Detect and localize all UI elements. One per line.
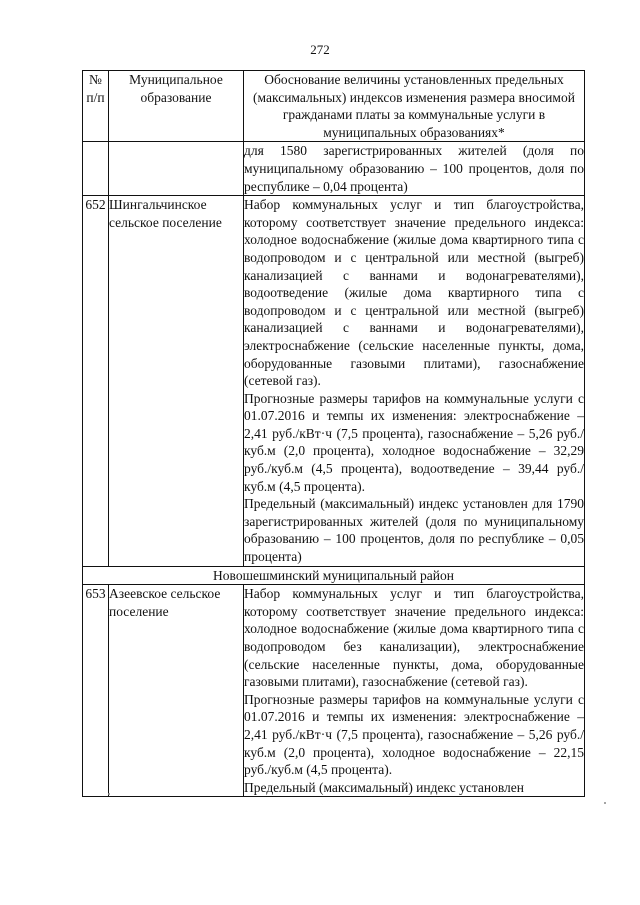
page-number: 272 — [310, 42, 330, 57]
justification-paragraph: Набор коммунальных услуг и тип благоустройства, которому соответствует значение предельного индекса: холодное водоснабжение (жилые дома квартирного типа с водопроводом и с центральной или местной (выгреб) канализацией с ваннами и водонагревателями), водоотведение (жилые дома квартирного типа с водопроводом и с центральной или местной (выгреб) канализацией с ваннами и водонагревателями), электроснабжение (сельские населенные пункты, дома, оборудованные газовыми плитами), газоснабжение (сетевой газ). — [244, 197, 584, 389]
continuation-paragraph: для 1580 зарегистрированных жителей (доля по муниципальному образованию – 100 процентов, доля по республике – 0,04 процента) — [244, 143, 584, 194]
continuation-municipality-cell — [109, 142, 244, 196]
row-justification — [244, 196, 585, 566]
row-number: 652 — [83, 196, 109, 566]
header-number: № п/п — [83, 71, 109, 142]
justification-paragraph: Набор коммунальных услуг и тип благоустройства, которому соответствует значение предельного индекса: холодное водоснабжение (жилые дома квартирного типа с водопроводом без канализации), электроснабжение (сельские населенные пункты, дома, оборудованные газовыми плитами), газоснабжение (сетевой газ). — [244, 586, 584, 690]
row-municipality: Азеевское сельское поселение — [109, 585, 244, 797]
district-heading: Новошешминский муниципальный район — [83, 566, 585, 585]
row-justification — [244, 585, 585, 797]
continuation-row — [83, 142, 585, 196]
row-municipality: Шингальчинское сельское поселение — [109, 196, 244, 566]
justification-paragraph: Прогнозные размеры тарифов на коммунальные услуги с 01.07.2016 и темпы их изменения: электроснабжение – 2,41 руб./кВт·ч (7,5 процента), газоснабжение – 5,26 руб./куб.м (2,0 процента), холодное водоснабжение – 22,15 руб./куб.м (4,5 процента). — [244, 691, 584, 778]
continuation-text — [244, 142, 585, 196]
header-justification: Обоснование величины установленных предельных (максимальных) индексов изменения размера вносимой гражданами платы за коммунальные услуги в муниципальных образованиях* — [244, 71, 585, 142]
row-number: 653 — [83, 585, 109, 797]
scan-speck — [604, 802, 606, 804]
table-row — [83, 196, 585, 566]
justification-paragraph: Предельный (максимальный) индекс установлен — [244, 779, 525, 795]
justification-paragraph: Предельный (максимальный) индекс установлен для 1790 зарегистрированных жителей (доля по муниципальному образованию – 100 процентов, доля по республике – 0,05 процента) — [244, 496, 584, 565]
table-header-row — [83, 71, 585, 142]
continuation-number-cell — [83, 142, 109, 196]
district-row — [83, 566, 585, 585]
justification-paragraph: Прогнозные размеры тарифов на коммунальные услуги с 01.07.2016 и темпы их изменения: электроснабжение – 2,41 руб./кВт·ч (7,5 процента), газоснабжение – 5,26 руб./куб.м (2,0 процента), холодное водоснабжение – 32,29 руб./куб.м (4,5 процента), водоотведение – 39,44 руб./куб.м (4,5 процента). — [244, 390, 584, 494]
table-row — [83, 585, 585, 797]
scan-speck — [108, 793, 110, 795]
indices-table — [82, 70, 585, 797]
header-municipality: Муниципальное образование — [109, 71, 244, 142]
